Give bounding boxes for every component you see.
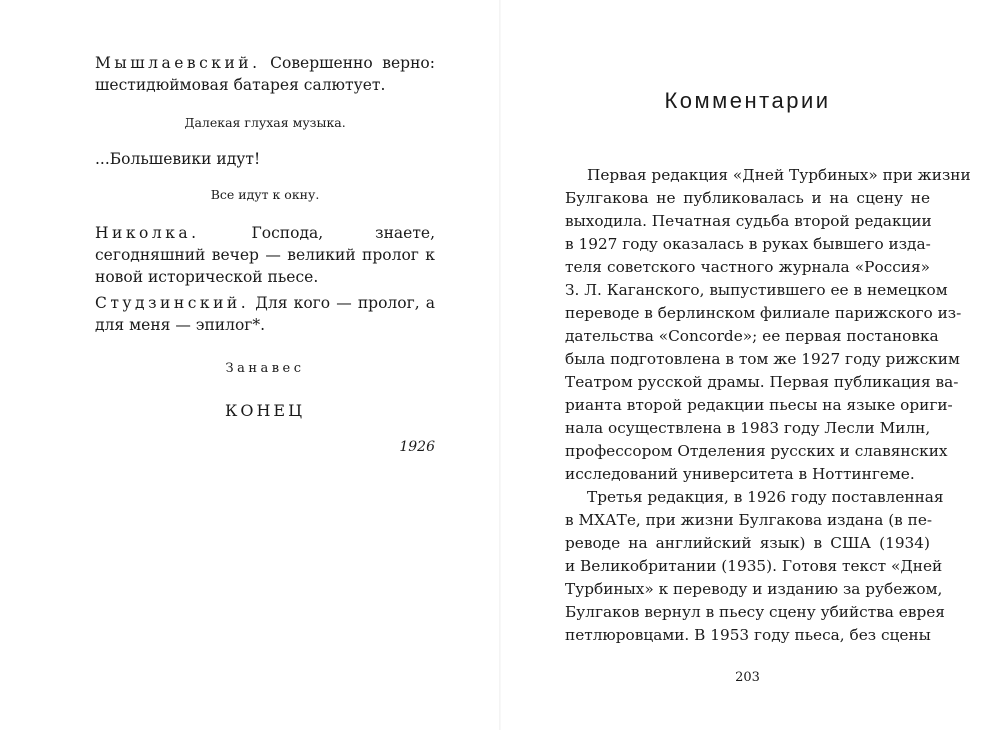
text-line: переводе в берлинском филиале парижского из- [565, 304, 962, 322]
stage-direction-music [95, 114, 435, 132]
text-line: профессором Отделения русских и славянских [565, 442, 948, 460]
dialogue-nikolka [95, 222, 435, 288]
dialogue-studzinsky [95, 292, 435, 336]
speaker-name: Николка. [95, 224, 200, 242]
text-line: была подготовлена в том же 1927 году рижским [565, 350, 960, 368]
speaker-name: Мышлаевский. [95, 54, 261, 72]
text-line: исследований университета в Ноттингеме. [565, 465, 915, 483]
text-line: дательства «Concorde»; ее первая постановка [565, 327, 939, 345]
text-line: Театром русской драмы. Первая публикация ва- [565, 373, 959, 391]
dialogue-text: Господа, знаете, сегодняшний вечер — великий пролог к новой исторической пьесе. [95, 224, 435, 286]
page-number: 203 [735, 670, 760, 685]
dialogue-text: Для кого — пролог, а для меня — эпилог*. [95, 294, 435, 334]
text-line: Первая редакция «Дней Турбиных» при жизни [587, 166, 971, 184]
text-line: рианта второй редакции пьесы на языке ориги- [565, 396, 953, 414]
dialogue-myshlaevsky [95, 52, 435, 96]
text-line: Турбиных» к переводу и изданию за рубежом, [565, 580, 943, 598]
page-title: Комментарии [664, 88, 831, 113]
speaker-name: Студзинский. [95, 294, 250, 312]
year-line [95, 436, 435, 458]
year-text: 1926 [399, 439, 435, 455]
text-line: теля советского частного журнала «Россия» [565, 258, 930, 276]
stage-direction: Далекая глухая музыка. [184, 115, 346, 130]
curtain-text: Занавес [225, 361, 305, 376]
end-line [95, 400, 435, 422]
paragraph-2 [565, 486, 945, 647]
commentary-body [565, 164, 971, 647]
text-line: Булгакова не публиковалась и на сцену не [565, 189, 930, 207]
curtain-line [95, 358, 435, 380]
stage-direction-window [95, 186, 435, 204]
paragraph-1 [565, 164, 971, 486]
text-line: нала осуществлена в 1983 году Лесли Милн, [565, 419, 931, 437]
stage-direction: Все идут к окну. [210, 187, 320, 202]
text-line: и Великобритании (1935). Готовя текст «Дней [565, 557, 943, 575]
text-line: Булгаков вернул в пьесу сцену убийства еврея [565, 603, 945, 621]
end-text: КОНЕЦ [224, 401, 306, 420]
text-line: Третья редакция, в 1926 году поставленная [587, 488, 944, 506]
text-line: в МХАТе, при жизни Булгакова издана (в пе- [565, 511, 933, 529]
dialogue-text: ...Большевики идут! [95, 150, 261, 168]
dialogue-text: Совершенно верно: шестидюймовая батарея салютует. [95, 54, 435, 94]
text-line: выходила. Печатная судьба второй редакции [565, 212, 932, 230]
dialogue-bolsheviks [95, 148, 435, 170]
text-line: реводе на английский язык) в США (1934) [565, 534, 930, 552]
text-line: в 1927 году оказалась в руках бывшего изда- [565, 235, 931, 253]
text-line: петлюровцами. В 1953 году пьеса, без сцены [565, 626, 931, 644]
text-line: З. Л. Каганского, выпустившего ее в немецком [565, 281, 948, 299]
